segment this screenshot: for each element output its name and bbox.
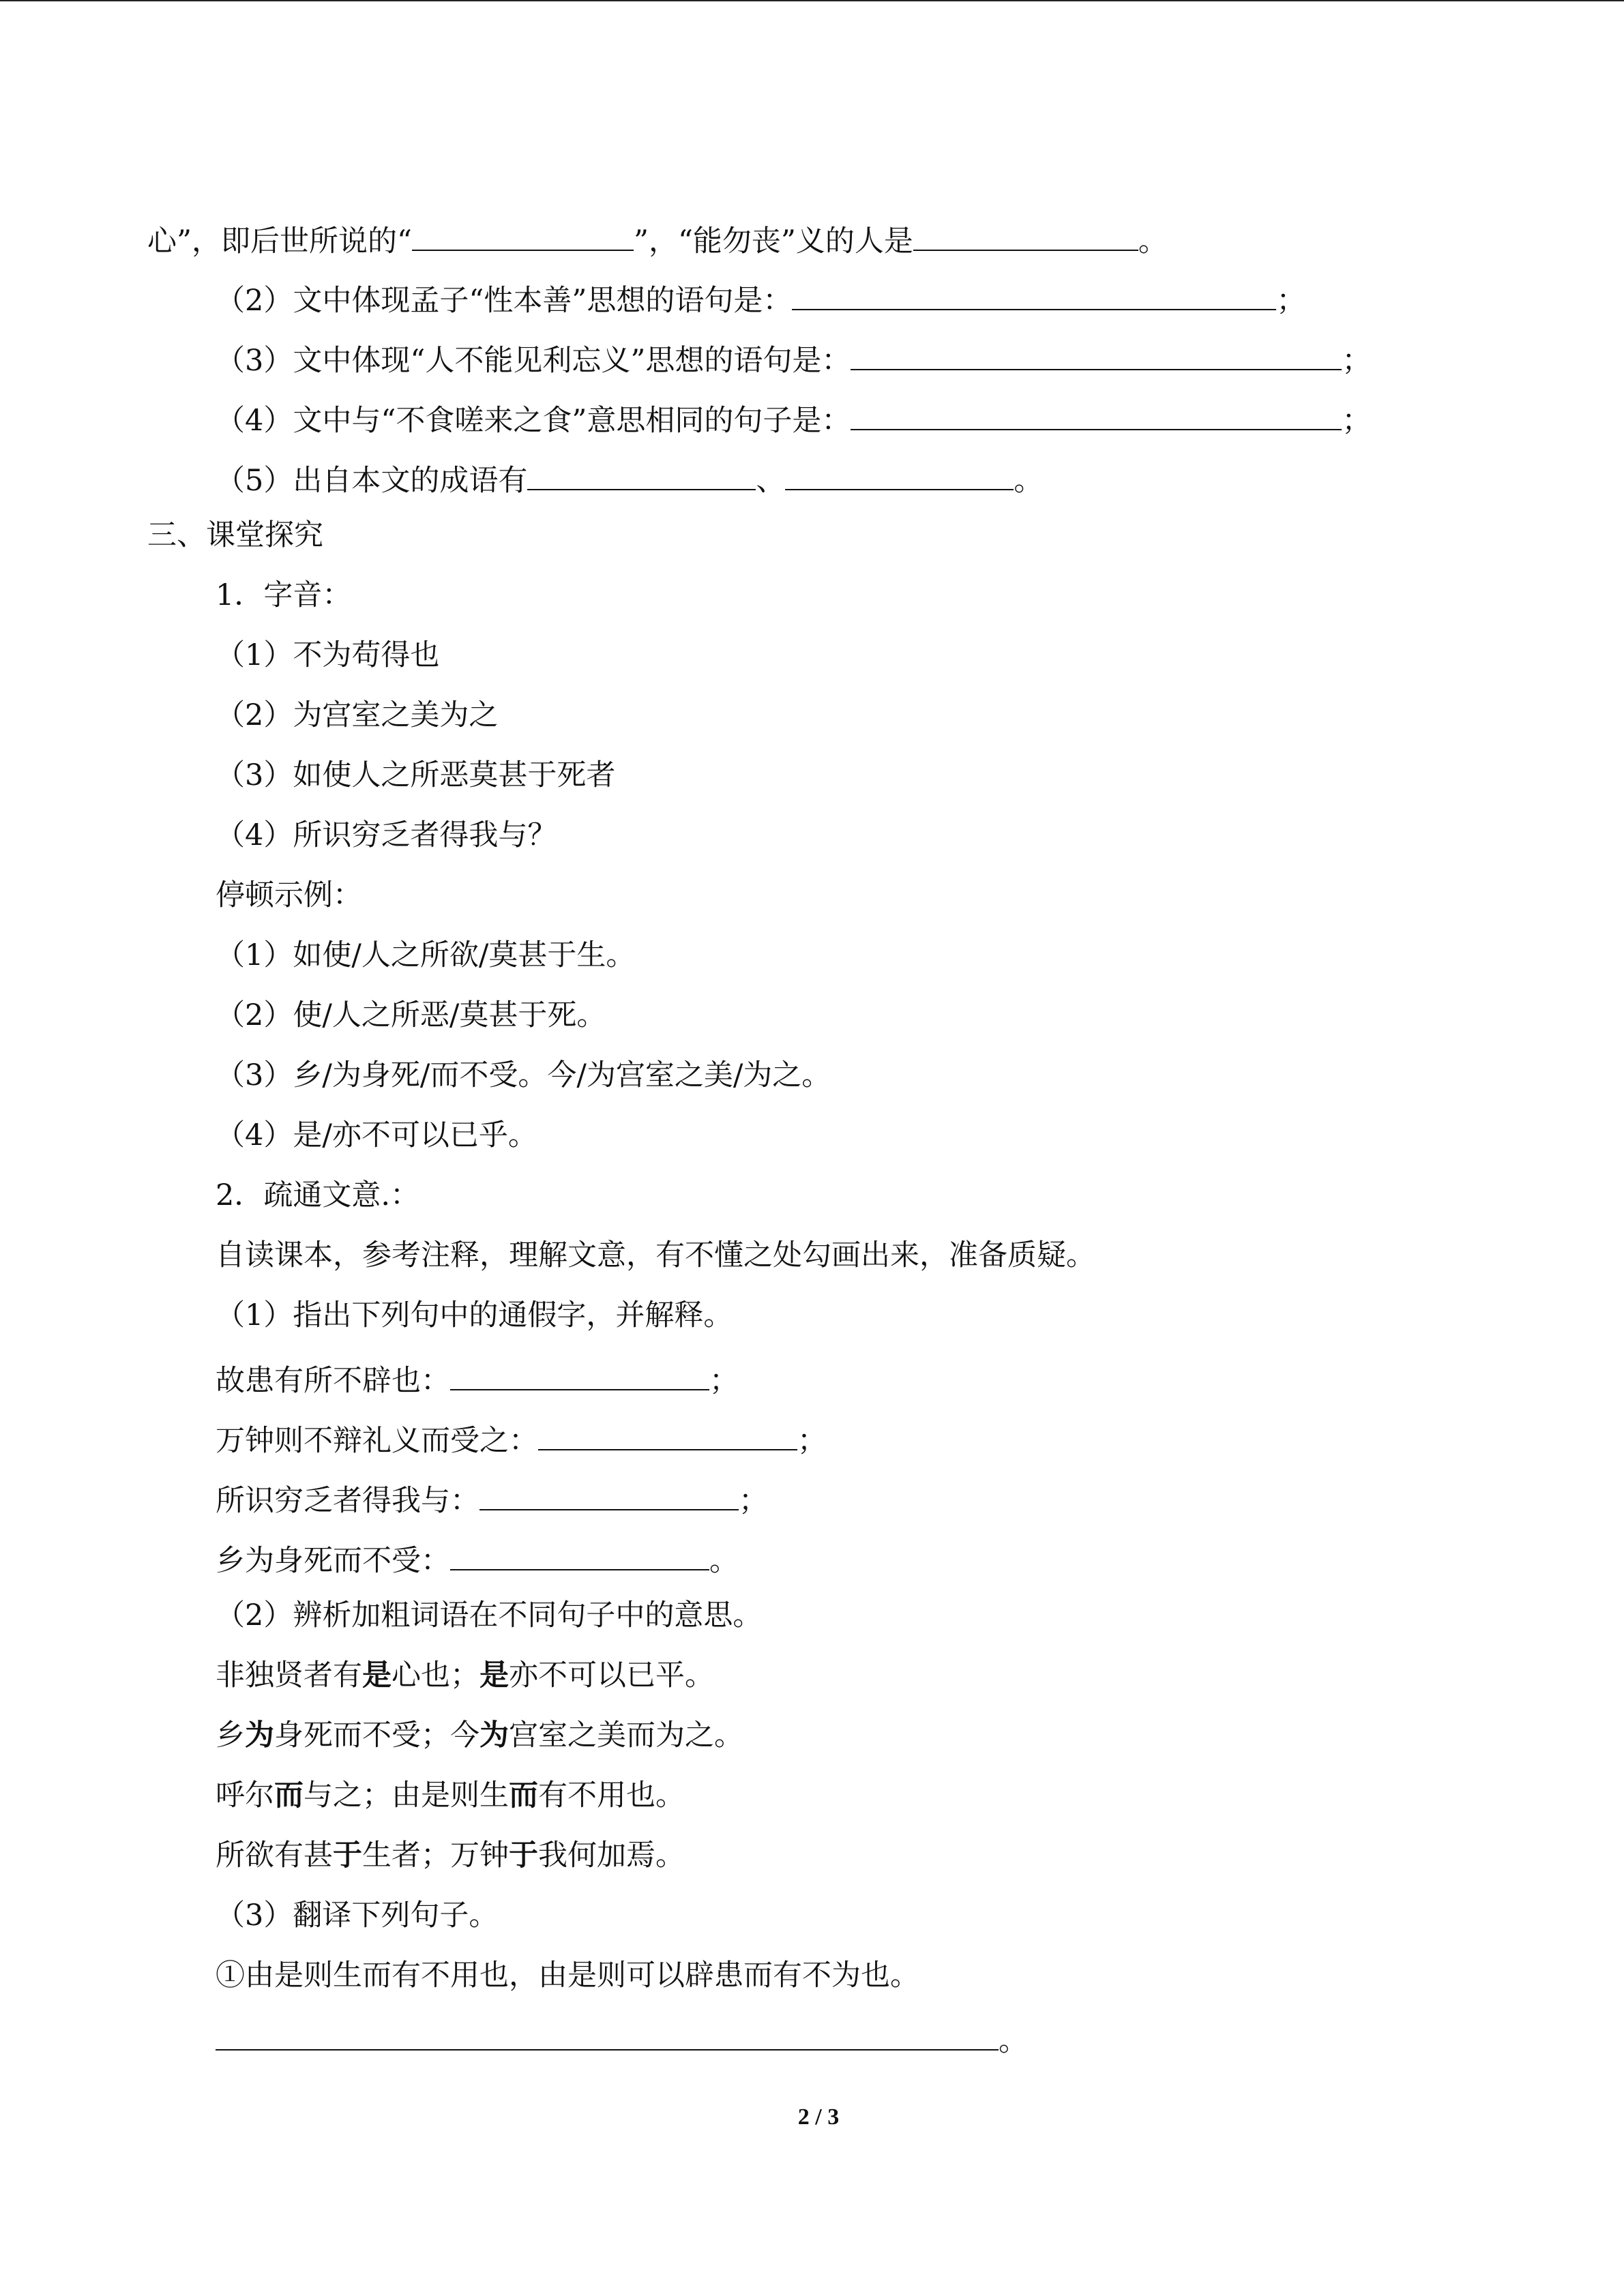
text: 。: [1138, 224, 1168, 258]
instruction-text: 自读课本，参考注释，理解文意，有不懂之处勾画出来，准备质疑。: [216, 1238, 1095, 1272]
text: ；: [1276, 284, 1306, 318]
comparison-line: [216, 1775, 685, 1816]
list-item: （3）如使人之所恶莫甚于死者: [216, 758, 616, 792]
text: 有不用也。: [538, 1778, 685, 1813]
text: 乡: [216, 1718, 245, 1753]
answer-blank[interactable]: [913, 215, 1138, 251]
bold-word: 而: [509, 1778, 538, 1813]
text: 亦不可以已平。: [509, 1658, 714, 1693]
comparison-line: [216, 1655, 714, 1696]
question-2: [216, 275, 1305, 321]
bold-word: 为: [245, 1718, 274, 1753]
answer-blank[interactable]: [450, 1355, 709, 1390]
text: 心也；: [392, 1658, 479, 1693]
answer-blank[interactable]: [450, 1535, 709, 1570]
answer-blank[interactable]: [538, 1415, 797, 1450]
task-heading: （1）指出下列句中的通假字，并解释。: [216, 1298, 733, 1332]
comparison-line: [216, 1715, 743, 1756]
question-5: [216, 455, 1043, 501]
text: ；: [739, 1484, 768, 1518]
answer-blank[interactable]: [527, 455, 756, 490]
fill-line: [216, 1355, 739, 1401]
text: 与之；由是则生: [304, 1778, 509, 1813]
line-answer-continuation: [147, 215, 1168, 262]
text: 所欲有甚: [216, 1838, 333, 1873]
text: 我何加焉。: [538, 1838, 685, 1873]
text: 。: [1014, 464, 1044, 498]
top-border: [0, 0, 1624, 1]
answer-blank[interactable]: [851, 395, 1342, 430]
comparison-line: [216, 1835, 685, 1876]
text: 心”，即后世所说的“: [147, 224, 412, 258]
text: ；: [797, 1424, 827, 1458]
section-heading: 三、课堂探究: [147, 518, 323, 552]
text: ”，“能勿丧”义的人是: [633, 224, 913, 258]
fill-line: [216, 1415, 827, 1461]
answer-blank[interactable]: [479, 1475, 739, 1510]
text: 。: [709, 1544, 739, 1578]
list-item: （4）是/亦不可以已乎。: [216, 1118, 537, 1152]
bold-word: 于: [509, 1838, 538, 1873]
text: 所识穷乏者得我与：: [216, 1484, 479, 1518]
translation-answer-line: [216, 2015, 1028, 2061]
text: 。: [999, 2024, 1028, 2058]
subheading-pause: 停顿示例：: [216, 878, 362, 912]
text: 生者；万钟: [362, 1838, 509, 1873]
text: （3）文中体现“人不能见利忘义”思想的语句是：: [216, 344, 851, 378]
answer-blank[interactable]: [792, 275, 1276, 310]
text: （5）出自本文的成语有: [216, 464, 528, 498]
text: ；: [1342, 344, 1372, 378]
bold-word: 为: [479, 1718, 509, 1753]
bold-word: 是: [362, 1658, 392, 1693]
bold-word: 而: [274, 1778, 304, 1813]
text: 万钟则不辩礼义而受之：: [216, 1424, 538, 1458]
text: 、: [756, 464, 786, 498]
list-item: （1）如使/人之所欲/莫甚于生。: [216, 938, 636, 972]
answer-blank[interactable]: [851, 335, 1342, 370]
text: （4）文中与“不食嗟来之食”意思相同的句子是：: [216, 404, 851, 438]
text: 非独贤者有: [216, 1658, 362, 1693]
text: 呼尔: [216, 1778, 274, 1813]
question-3: [216, 335, 1371, 381]
task-heading: （3）翻译下列句子。: [216, 1898, 499, 1933]
bold-word: 是: [479, 1658, 509, 1693]
text: （2）文中体现孟子“性本善”思想的语句是：: [216, 284, 793, 318]
subheading-meaning: 2．疏通文意.：: [216, 1178, 420, 1212]
text: 身死而不受；今: [274, 1718, 479, 1753]
list-item: （1）不为苟得也: [216, 638, 440, 672]
answer-blank[interactable]: [216, 2015, 999, 2051]
text: 乡为身死而不受：: [216, 1544, 450, 1578]
answer-blank[interactable]: [412, 215, 634, 251]
fill-line: [216, 1475, 768, 1521]
text: 宫室之美而为之。: [509, 1718, 743, 1753]
text: ；: [1342, 404, 1372, 438]
task-heading: （2）辨析加粗词语在不同句子中的意思。: [216, 1598, 763, 1632]
bold-word: 于: [333, 1838, 362, 1873]
text: ；: [709, 1364, 739, 1398]
subheading-pronunciation: 1．字音：: [216, 578, 352, 612]
list-item: （4）所识穷乏者得我与？: [216, 818, 557, 852]
list-item: （2）使/人之所恶/莫甚于死。: [216, 998, 606, 1032]
question-4: [216, 395, 1371, 441]
list-item: （2）为宫室之美为之: [216, 698, 499, 732]
list-item: （3）乡/为身死/而不受。今/为宫室之美/为之。: [216, 1058, 831, 1092]
text: 故患有所不辟也：: [216, 1364, 450, 1398]
answer-blank[interactable]: [785, 455, 1014, 490]
translation-sentence: ①由是则生而有不用也，由是则可以辟患而有不为也。: [216, 1958, 919, 1993]
page-number: 2 / 3: [797, 2104, 840, 2130]
fill-line: [216, 1535, 739, 1581]
